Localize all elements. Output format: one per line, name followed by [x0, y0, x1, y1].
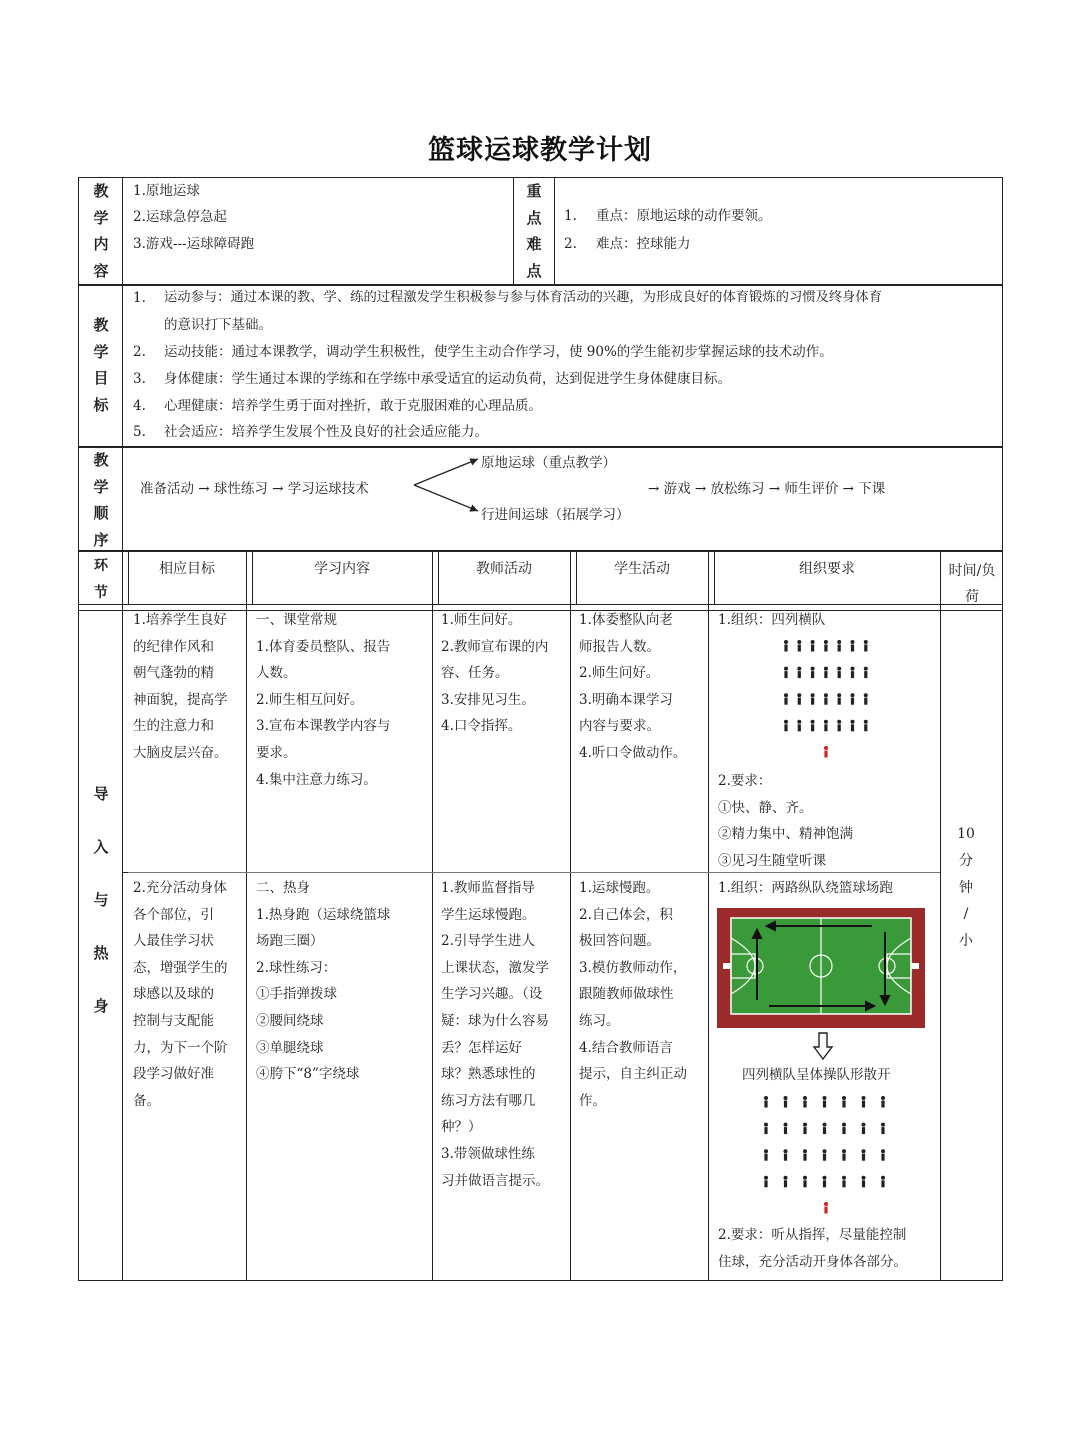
header-student: 学生活动 [614, 561, 670, 577]
row2-content: 二、热身 1.热身跑（运球绕篮球 场跑三圈） 2.球性练习： ①手指弹拨球 ②腰间绕球 ③单腿绕球 ④胯下“8”字绕球 [256, 880, 391, 1083]
content-label: 教 学 内 容 [93, 182, 109, 280]
teacher-figure-icon [824, 1202, 828, 1214]
student-figure-icon [842, 1176, 846, 1188]
teacher-figure-icon [824, 746, 828, 758]
down-arrow-icon [812, 1031, 834, 1061]
gymnastics-formation [758, 1092, 890, 1220]
student-figure-icon [837, 640, 841, 652]
header-content: 学习内容 [314, 561, 370, 577]
student-figure-icon [764, 1176, 768, 1188]
student-figure-icon [811, 640, 815, 652]
student-figure-icon [803, 1123, 807, 1135]
row2-org-req: 2.要求：听从指挥，尽量能控制 住球，充分活动开身体各部分。 [718, 1227, 907, 1270]
student-figure-icon [803, 1096, 807, 1108]
student-figure-icon [864, 640, 868, 652]
goal-text: 运动参与：通过本课的教、学、练的过程激发学生积极参与参与体育活动的兴趣，为形成良好的体育锻炼的习惯及终身体育 [164, 290, 883, 305]
page-title: 篮球运球教学计划 [428, 135, 652, 166]
student-figure-icon [811, 693, 815, 705]
student-figure-icon [862, 1176, 866, 1188]
student-figure-icon [837, 720, 841, 732]
student-figure-icon [823, 1176, 827, 1188]
row2-goal: 2.充分活动身体 各个部位，引 人最佳学习状 态，增强学生的 球感以及球的 控制与支配能 力，为下一个阶 段学习做好准 备。 [133, 880, 228, 1109]
stage-header: 环 节 [94, 558, 108, 601]
keypoint-num: 1. [564, 208, 577, 224]
student-figure-icon [862, 1123, 866, 1135]
student-figure-icon [823, 1096, 827, 1108]
goal-text: 社会适应：培养学生发展个性及良好的社会适应能力。 [164, 424, 488, 440]
student-figure-icon [797, 693, 801, 705]
student-figure-icon [824, 640, 828, 652]
row2-org-mid: 四列横队呈体操队形散开 [742, 1067, 891, 1083]
student-figure-icon [824, 693, 828, 705]
student-figure-icon [811, 667, 815, 679]
student-figure-icon [784, 1096, 788, 1108]
student-figure-icon [881, 1096, 885, 1108]
keypoints-label: 重 点 难 点 [526, 182, 542, 280]
student-figure-icon [764, 1123, 768, 1135]
student-figure-icon [784, 1149, 788, 1161]
student-figure-icon [784, 640, 788, 652]
goal-num: 4. [133, 398, 146, 414]
student-figure-icon [764, 1149, 768, 1161]
student-figure-icon [842, 1096, 846, 1108]
content-item: 1.原地运球 [133, 183, 200, 199]
sequence-branch-top: 原地运球（重点教学） [481, 455, 616, 471]
student-figure-icon [797, 720, 801, 732]
row2-org-title: 1.组织：两路纵队绕篮球场跑 [718, 880, 893, 896]
sequence-label: 教 学 顺 序 [93, 451, 109, 549]
header-teacher: 教师活动 [476, 561, 532, 577]
student-figure-icon [764, 1096, 768, 1108]
student-figure-icon [811, 720, 815, 732]
student-figure-icon [824, 720, 828, 732]
student-figure-icon [837, 693, 841, 705]
student-figure-icon [784, 1123, 788, 1135]
content-item: 2.运球急停急起 [133, 209, 227, 225]
content-item: 3.游戏---运球障碍跑 [133, 236, 255, 252]
basketball-court-diagram [717, 908, 925, 1028]
student-figure-icon [881, 1176, 885, 1188]
sequence-branch-bottom: 行进间运球（拓展学习） [481, 507, 630, 523]
goal-text: 运动技能：通过本课教学，调动学生积极性，使学生主动合作学习，使 90%的学生能初步掌握运球的技术动作。 [164, 344, 833, 360]
row1-org-title: 1.组织：四列横队 [718, 612, 826, 628]
student-figure-icon [864, 667, 868, 679]
student-figure-icon [803, 1149, 807, 1161]
student-figure-icon [803, 1176, 807, 1188]
four-row-formation [776, 636, 876, 768]
student-figure-icon [823, 1149, 827, 1161]
student-figure-icon [862, 1149, 866, 1161]
student-figure-icon [797, 640, 801, 652]
student-figure-icon [864, 693, 868, 705]
time-load: 10 分 钟 / 小 [957, 826, 975, 950]
student-figure-icon [842, 1123, 846, 1135]
branch-arrows [410, 450, 490, 520]
student-figure-icon [784, 667, 788, 679]
student-figure-icon [784, 693, 788, 705]
header-organization: 组织要求 [799, 561, 855, 577]
row2-student: 1.运球慢跑。 2.自己体会，积 极回答问题。 3.模仿教师动作， 跟随教师做球性 练习。 4.结合教师语言 提示，自主纠正动 作。 [579, 880, 687, 1109]
sequence-start: 准备活动 → 球性练习 → 学习运球技术 [140, 481, 369, 497]
student-figure-icon [824, 667, 828, 679]
student-figure-icon [784, 720, 788, 732]
goal-num: 1. [133, 290, 146, 306]
student-figure-icon [862, 1096, 866, 1108]
keypoint-num: 2. [564, 236, 577, 252]
goal-text: 心理健康：培养学生勇于面对挫折，敢于克服困难的心理品质。 [164, 398, 542, 414]
goal-text: 的意识打下基础。 [164, 317, 272, 333]
student-figure-icon [851, 640, 855, 652]
row1-goal: 1.培养学生良好 的纪律作风和 朝气蓬勃的精 神面貌，提高学 生的注意力和 大脑皮层兴奋。 [133, 612, 228, 761]
student-figure-icon [837, 667, 841, 679]
student-figure-icon [797, 667, 801, 679]
goal-num: 3. [133, 371, 146, 387]
keypoint-text: 难点：控球能力 [596, 236, 691, 252]
student-figure-icon [881, 1123, 885, 1135]
student-figure-icon [851, 667, 855, 679]
header-goal: 相应目标 [159, 561, 215, 577]
student-figure-icon [864, 720, 868, 732]
goal-num: 2. [133, 344, 146, 360]
sequence-end: → 游戏 → 放松练习 → 师生评价 → 下课 [648, 481, 886, 497]
student-figure-icon [823, 1123, 827, 1135]
student-figure-icon [784, 1176, 788, 1188]
row1-teacher: 1.师生问好。 2.教师宣布课的内 容、任务。 3.安排见习生。 4.口令指挥。 [441, 612, 549, 735]
row1-student: 1.体委整队向老 师报告人数。 2.师生问好。 3.明确本课学习 内容与要求。 4.听口令做动作。 [579, 612, 687, 761]
row2-teacher: 1.教师监督指导 学生运球慢跑。 2.引导学生进人 上课状态，激发学 生学习兴趣。（设 疑：球为什么容易 丢？怎样运好 球？熟悉球性的 练习方法有哪几 种？） 3.带领做球性练 习并做语言提示。 [441, 880, 549, 1189]
student-figure-icon [881, 1149, 885, 1161]
row1-content: 一、课堂常规 1.体育委员整队、报告 人数。 2.师生相互问好。 3.宣布本课教学内容与 要求。 4.集中注意力练习。 [256, 612, 391, 788]
student-figure-icon [842, 1149, 846, 1161]
student-figure-icon [851, 693, 855, 705]
goals-label: 教 学 目 标 [93, 316, 109, 414]
goal-text: 身体健康：学生通过本课的学练和在学练中承受适宜的运动负荷，达到促进学生身体健康目标。 [164, 371, 731, 387]
student-figure-icon [851, 720, 855, 732]
stage-name: 导 入 与 热 身 [93, 785, 109, 1015]
header-time: 时间/负荷 [948, 563, 996, 605]
goal-num: 5. [133, 424, 146, 440]
keypoint-text: 重点：原地运球的动作要领。 [596, 208, 772, 224]
row1-org-req: 2.要求： ①快、静、齐。 ②精力集中、精神饱满 ③见习生随堂听课 [718, 773, 853, 869]
